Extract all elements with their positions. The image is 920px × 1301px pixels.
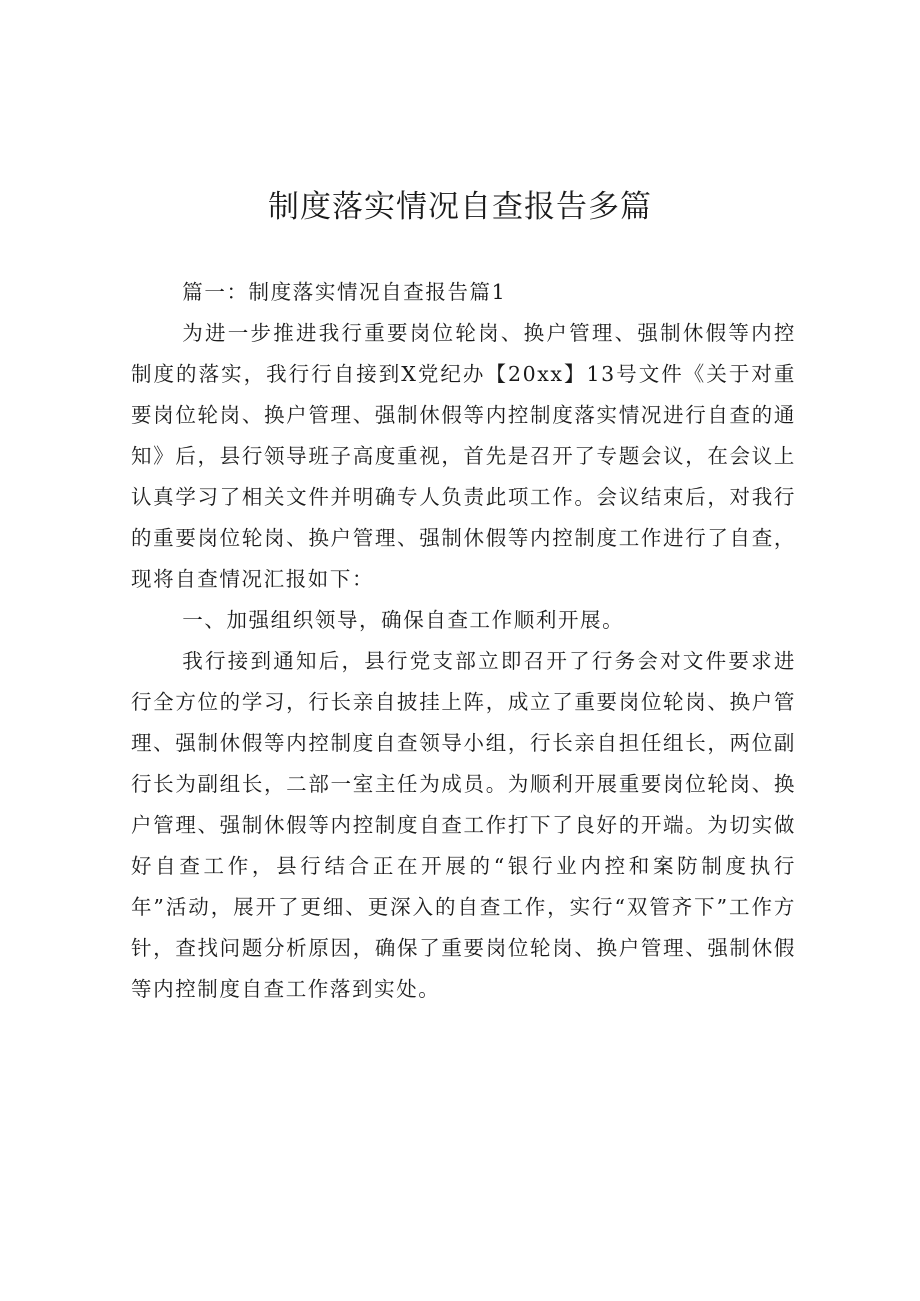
body-paragraph: 为进一步推进我行重要岗位轮岗、换户管理、强制休假等内控制度的落实，我行行自接到X党纪办【20xx】13号文件《关于对重要岗位轮岗、换户管理、强制休假等内控制度落实情况进行自查的通知》后，县行领导班子高度重视，首先是召开了专题会议，在会议上认真学习了相关文件并明确专人负责此项工作。会议结束后，对我行的重要岗位轮岗、换户管理、强制休假等内控制度工作进行了自查，现将自查情况汇报如下： [131, 321, 796, 591]
document-title: 制度落实情况自查报告多篇 [268, 189, 652, 225]
document-body [131, 272, 796, 1010]
section-heading: 篇一：制度落实情况自查报告篇1 [182, 280, 507, 304]
subsection-heading: 一、加强组织领导，确保自查工作顺利开展。 [182, 608, 625, 632]
body-paragraph: 我行接到通知后，县行党支部立即召开了行务会对文件要求进行全方位的学习，行长亲自披挂上阵，成立了重要岗位轮岗、换户管理、强制休假等内控制度自查领导小组，行长亲自担任组长，两位副行长为副组长，二部一室主任为成员。为顺利开展重要岗位轮岗、换户管理、强制休假等内控制度自查工作打下了良好的开端。为切实做好自查工作，县行结合正在开展的“银行业内控和案防制度执行年”活动，展开了更细、更深入的自查工作，实行“双管齐下”工作方针，查找问题分析原因，确保了重要岗位轮岗、换户管理、强制休假等内控制度自查工作落到实处。 [131, 649, 796, 1001]
